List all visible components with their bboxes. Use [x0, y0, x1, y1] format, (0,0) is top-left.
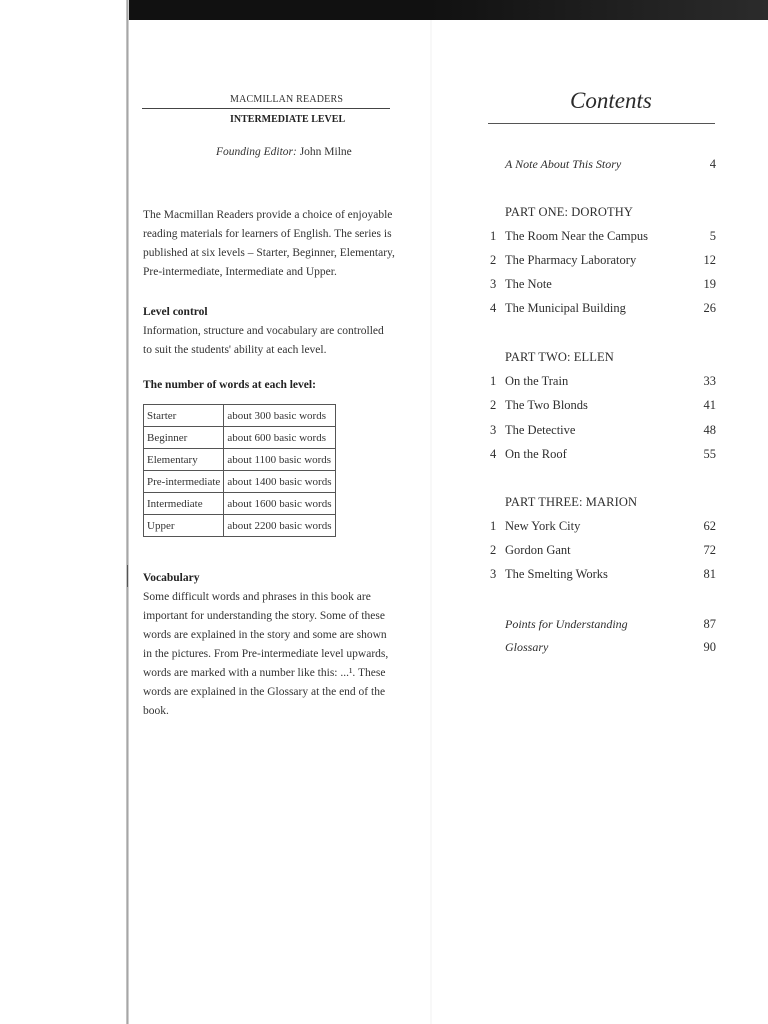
level-words: about 600 basic words — [224, 427, 335, 449]
toc-chapter — [490, 423, 716, 443]
series-title: MACMILLAN READERS — [230, 94, 344, 105]
toc-page: 5 — [709, 229, 716, 243]
level-control-heading: Level control — [143, 306, 208, 318]
level-words: about 2200 basic words — [224, 515, 335, 537]
founding-editor — [216, 146, 352, 158]
table-row — [144, 493, 336, 515]
toc-page: 12 — [703, 253, 716, 267]
toc-chapter — [490, 277, 716, 297]
levels-table — [143, 404, 336, 537]
toc-number: 2 — [490, 398, 497, 412]
toc-page: 33 — [703, 374, 716, 388]
toc-title: Points for Understanding — [505, 617, 628, 631]
toc-title: The Note — [505, 277, 552, 291]
toc-number: 3 — [490, 277, 497, 291]
toc-chapter — [490, 301, 716, 321]
toc-title: The Two Blonds — [505, 398, 588, 412]
toc-title: New York City — [505, 519, 581, 533]
level-control-body: Information, structure and vocabulary are controlled to suit the students' ability at each level. — [143, 325, 384, 356]
part-three-heading: PART THREE: MARION — [505, 495, 638, 509]
book-gutter — [430, 20, 432, 1024]
toc-chapter — [490, 398, 716, 418]
toc-page: 48 — [703, 423, 716, 437]
part-two-heading: PART TWO: ELLEN — [505, 350, 614, 364]
toc-number: 2 — [490, 543, 497, 557]
toc-number: 1 — [490, 519, 497, 533]
toc-chapter — [490, 374, 716, 394]
table-row — [144, 449, 336, 471]
table-row — [144, 471, 336, 493]
toc-title: A Note About This Story — [505, 157, 622, 171]
table-row — [144, 427, 336, 449]
words-heading: The number of words at each level: — [143, 379, 316, 391]
toc-chapter — [490, 229, 716, 249]
toc-title: The Detective — [505, 423, 576, 437]
level-name: Upper — [144, 515, 224, 537]
level-title: INTERMEDIATE LEVEL — [230, 114, 346, 125]
table-row — [144, 515, 336, 537]
toc-title: The Pharmacy Laboratory — [505, 253, 637, 267]
page-edge — [126, 0, 129, 1024]
level-name: Beginner — [144, 427, 224, 449]
level-words: about 300 basic words — [224, 405, 335, 427]
level-name: Intermediate — [144, 493, 224, 515]
level-words: about 1600 basic words — [224, 493, 335, 515]
toc-title: The Municipal Building — [505, 301, 626, 315]
level-name: Elementary — [144, 449, 224, 471]
level-name: Starter — [144, 405, 224, 427]
contents-title: Contents — [570, 88, 652, 113]
table-row — [144, 405, 336, 427]
toc-number: 3 — [490, 423, 497, 437]
contents-rule — [488, 123, 715, 124]
scan-top-shadow-right — [430, 0, 768, 20]
toc-page: 4 — [709, 157, 716, 171]
toc-number: 4 — [490, 447, 497, 461]
toc-title: The Room Near the Campus — [505, 229, 649, 243]
toc-title: On the Train — [505, 374, 569, 388]
toc-number: 1 — [490, 229, 497, 243]
toc-page: 81 — [703, 567, 716, 581]
toc-back-item — [490, 617, 716, 637]
toc-number: 3 — [490, 567, 497, 581]
level-name: Pre-intermediate — [144, 471, 224, 493]
toc-page: 90 — [703, 640, 716, 654]
toc-page: 55 — [703, 447, 716, 461]
series-rule — [142, 108, 390, 109]
toc-chapter — [490, 543, 716, 563]
toc-front-item — [490, 157, 716, 177]
toc-chapter — [490, 567, 716, 587]
vocabulary-heading: Vocabulary — [143, 572, 200, 584]
toc-title: Glossary — [505, 640, 549, 654]
toc-page: 26 — [703, 301, 716, 315]
level-words: about 1100 basic words — [224, 449, 335, 471]
toc-number: 2 — [490, 253, 497, 267]
founding-editor-name: John Milne — [299, 146, 352, 158]
part-one-heading: PART ONE: DOROTHY — [505, 205, 634, 219]
toc-page: 62 — [703, 519, 716, 533]
toc-chapter — [490, 519, 716, 539]
toc-chapter — [490, 253, 716, 273]
toc-page: 41 — [703, 398, 716, 412]
toc-title: The Smelting Works — [505, 567, 608, 581]
level-words: about 1400 basic words — [224, 471, 335, 493]
toc-page: 72 — [703, 543, 716, 557]
toc-title: On the Roof — [505, 447, 567, 461]
founding-editor-role: Founding Editor: — [216, 146, 297, 158]
toc-back-item — [490, 640, 716, 660]
margin-mark — [127, 565, 128, 587]
toc-number: 4 — [490, 301, 497, 315]
toc-page: 87 — [703, 617, 716, 631]
toc-number: 1 — [490, 374, 497, 388]
toc-page: 19 — [703, 277, 716, 291]
toc-title: Gordon Gant — [505, 543, 571, 557]
vocabulary-body: Some difficult words and phrases in this book are important for understanding the story. Some of these words are explained in the story and some are shown in the pictures. From Pre-intermediate level upwards, words are marked with a number like this: ...¹. These words are explained in the Glossary at the end of the book. — [143, 591, 389, 717]
intro-paragraph: The Macmillan Readers provide a choice of enjoyable reading materials for learners of English. The series is published at six levels – Starter, Beginner, Elementary, Pre-intermediate, Intermediate and Upper. — [143, 209, 395, 278]
toc-chapter — [490, 447, 716, 467]
